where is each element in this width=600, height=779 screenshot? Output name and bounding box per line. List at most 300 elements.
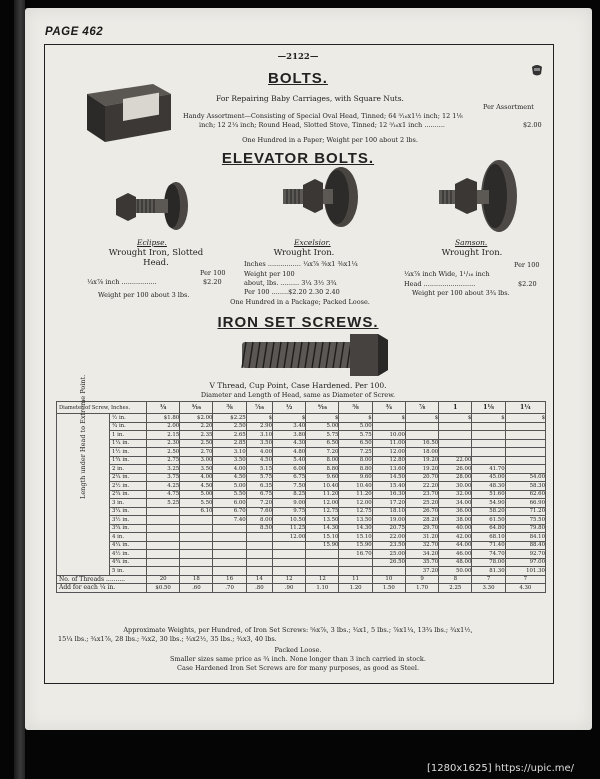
price-cell: 12.00 xyxy=(339,499,372,508)
price-cell: 5.75 xyxy=(306,431,339,440)
price-cell: 54.00 xyxy=(505,473,545,482)
threads-cell: 20 xyxy=(147,575,180,584)
samson-price: $2.20 xyxy=(518,280,537,288)
price-cell: $ xyxy=(405,414,438,423)
length-cell: 1 in. xyxy=(110,431,147,440)
price-cell xyxy=(273,567,306,576)
price-cell: 31.20 xyxy=(405,533,438,542)
diameter-header: ¼ xyxy=(147,402,180,414)
price-cell: 4.50 xyxy=(180,482,213,491)
price-cell: 3.75 xyxy=(147,473,180,482)
price-cell xyxy=(147,550,180,559)
price-cell xyxy=(147,516,180,525)
add-cell: 1.10 xyxy=(306,584,339,593)
price-cell: 84.10 xyxy=(505,533,545,542)
price-cell: 71.20 xyxy=(505,507,545,516)
price-cell: 3.50 xyxy=(180,465,213,474)
add-cell: 4.30 xyxy=(505,584,545,593)
price-cell xyxy=(505,422,545,431)
eclipse-line1: Wrought Iron, Slotted xyxy=(108,248,204,258)
table-row xyxy=(57,541,546,550)
price-cell: 6.00 xyxy=(213,499,246,508)
price-cell: 10.40 xyxy=(339,482,372,491)
diameter-header: ⁷⁄₁₆ xyxy=(246,402,272,414)
diameter-header: ½ xyxy=(273,402,306,414)
price-cell: 6.70 xyxy=(213,507,246,516)
length-cell: 2½ in. xyxy=(110,482,147,491)
threads-cell: 18 xyxy=(180,575,213,584)
price-cell: 14.30 xyxy=(306,524,339,533)
price-cell: 12.00 xyxy=(306,499,339,508)
price-cell: 14.30 xyxy=(339,524,372,533)
price-cell: 28.20 xyxy=(405,516,438,525)
price-cell: 26.50 xyxy=(372,558,405,567)
set-screws-line2: Diameter and Length of Head, same as Diameter of Screw. xyxy=(200,391,396,399)
price-cell: 34.20 xyxy=(405,550,438,559)
price-cell: 7.60 xyxy=(246,507,272,516)
bolts-title: BOLTS. xyxy=(268,70,328,87)
table-row xyxy=(57,439,546,448)
price-cell: 8.25 xyxy=(273,490,306,499)
price-cell: 3.10 xyxy=(246,431,272,440)
price-cell: 5.75 xyxy=(339,431,372,440)
length-cell: 3¾ in. xyxy=(110,524,147,533)
threads-row xyxy=(57,575,546,584)
add-cell: 1.70 xyxy=(405,584,438,593)
threads-cell: 12 xyxy=(273,575,306,584)
price-cell xyxy=(472,456,505,465)
threads-cell: 16 xyxy=(213,575,246,584)
price-cell xyxy=(372,567,405,576)
price-cell: 74.70 xyxy=(472,550,505,559)
price-cell: 44.00 xyxy=(439,541,472,550)
price-cell xyxy=(213,550,246,559)
price-cell xyxy=(273,550,306,559)
samson-caption: Samson. xyxy=(455,238,488,247)
price-cell: 23.50 xyxy=(372,541,405,550)
excelsior-caption: Excelsior. xyxy=(294,238,331,247)
price-cell: $ xyxy=(306,414,339,423)
price-cell: 15.10 xyxy=(339,533,372,542)
eclipse-caption: Eclipse. xyxy=(137,238,167,247)
price-cell: 7.20 xyxy=(246,499,272,508)
diameter-header: ⅞ xyxy=(405,402,438,414)
price-cell: 19.20 xyxy=(405,465,438,474)
price-cell: 9.00 xyxy=(273,499,306,508)
price-cell: 8.50 xyxy=(246,524,272,533)
price-cell xyxy=(180,550,213,559)
samson-per: Per 100 xyxy=(514,261,540,269)
table-row xyxy=(57,499,546,508)
table-row xyxy=(57,558,546,567)
length-cell: 2 in. xyxy=(110,465,147,474)
price-cell: 32.70 xyxy=(405,541,438,550)
price-cell: 5.25 xyxy=(147,499,180,508)
eclipse-line2: Head. xyxy=(143,258,169,268)
price-cell xyxy=(472,431,505,440)
price-cell: 37.20 xyxy=(405,567,438,576)
set-screws-line1: V Thread, Cup Point, Case Hardened. Per 100. xyxy=(209,381,387,390)
diameter-header: ⁵⁄₁₆ xyxy=(180,402,213,414)
price-cell: 6.35 xyxy=(246,482,272,491)
price-cell: 2.75 xyxy=(147,456,180,465)
price-cell: 4.80 xyxy=(273,448,306,457)
price-cell: 9.60 xyxy=(306,473,339,482)
price-cell: 15.90 xyxy=(306,541,339,550)
excelsior-row3: about, lbs. ......... 3¼ 3½ 3¾ xyxy=(244,279,337,287)
table-row xyxy=(57,456,546,465)
price-cell: 20.70 xyxy=(405,473,438,482)
price-cell: 5.15 xyxy=(246,465,272,474)
price-cell xyxy=(505,456,545,465)
price-cell: 12.75 xyxy=(306,507,339,516)
bolts-note: One Hundred in a Paper; Weight per 100 about 2 lbs. xyxy=(242,136,418,144)
price-cell: $ xyxy=(372,414,405,423)
price-cell: 4.00 xyxy=(180,473,213,482)
price-cell xyxy=(439,439,472,448)
price-cell: 2.50 xyxy=(213,422,246,431)
price-cell: 7.40 xyxy=(213,516,246,525)
bolt-box-illustration xyxy=(83,80,173,146)
add-cell: 2.25 xyxy=(439,584,472,593)
price-cell: 5.00 xyxy=(213,482,246,491)
price-cell: $1.80 xyxy=(147,414,180,423)
price-cell xyxy=(180,541,213,550)
price-cell xyxy=(147,558,180,567)
price-cell: 2.35 xyxy=(180,431,213,440)
threads-cell: 11 xyxy=(339,575,372,584)
length-cell: 4 in. xyxy=(110,533,147,542)
price-cell: 78.00 xyxy=(472,558,505,567)
price-cell: 3.80 xyxy=(273,431,306,440)
price-cell: 22.00 xyxy=(372,533,405,542)
price-cell: 22.20 xyxy=(405,482,438,491)
add-label: Add for each ¼ in. xyxy=(57,584,147,593)
threads-cell: 12 xyxy=(306,575,339,584)
page-number: PAGE 462 xyxy=(45,26,104,38)
price-cell: 11.20 xyxy=(339,490,372,499)
price-cell xyxy=(505,465,545,474)
price-cell: 13.50 xyxy=(339,516,372,525)
price-cell: $2.25 xyxy=(213,414,246,423)
price-cell: 14.50 xyxy=(372,473,405,482)
bolts-per-assortment: Per Assortment xyxy=(483,103,534,111)
threads-cell: 14 xyxy=(246,575,272,584)
price-cell: 4.50 xyxy=(213,473,246,482)
price-cell xyxy=(273,558,306,567)
price-cell xyxy=(505,448,545,457)
price-cell: 101.30 xyxy=(505,567,545,576)
price-cell xyxy=(246,541,272,550)
price-cell: 88.40 xyxy=(505,541,545,550)
bolts-assortment-line1: Handy Assortment—Consisting of Special Oval Head, Tinned; 64 ⁵⁄₁₆x1½ inch; 12 1⅛ xyxy=(183,112,463,120)
price-cell: 71.40 xyxy=(472,541,505,550)
price-cell xyxy=(213,524,246,533)
diameter-header: ⅝ xyxy=(339,402,372,414)
price-cell: 3.25 xyxy=(147,465,180,474)
table-row xyxy=(57,533,546,542)
price-cell: 81.30 xyxy=(472,567,505,576)
price-cell: 15.90 xyxy=(339,541,372,550)
price-cell: $ xyxy=(505,414,545,423)
price-cell xyxy=(339,558,372,567)
length-cell: 3¼ in. xyxy=(110,507,147,516)
excelsior-bolt-illustration xyxy=(263,165,363,235)
price-cell: 50.00 xyxy=(439,567,472,576)
price-cell xyxy=(147,567,180,576)
price-cell: 79.80 xyxy=(505,524,545,533)
price-cell: 36.00 xyxy=(439,507,472,516)
diameter-header: 1 xyxy=(439,402,472,414)
length-cell: 2¼ in. xyxy=(110,473,147,482)
price-cell: 2.90 xyxy=(246,422,272,431)
table-header-row xyxy=(57,402,546,414)
price-cell: 22.00 xyxy=(439,456,472,465)
add-cell: .60 xyxy=(180,584,213,593)
table-row xyxy=(57,524,546,533)
price-cell: 13.60 xyxy=(372,465,405,474)
price-cell: 16.70 xyxy=(339,550,372,559)
length-cell: ¾ in. xyxy=(110,422,147,431)
add-cell: $0.50 xyxy=(147,584,180,593)
bolts-assortment-line2: inch; 12 2¼ inch; Round Head, Slotted Stove, Tinned; 12 ⁵⁄₁₆x1 inch .......... xyxy=(199,121,445,129)
price-cell: 20.75 xyxy=(372,524,405,533)
threads-label: No. of Threads .......... xyxy=(57,575,147,584)
price-cell: 3.10 xyxy=(213,448,246,457)
price-cell xyxy=(246,567,272,576)
price-cell: 58.20 xyxy=(472,507,505,516)
price-cell xyxy=(505,431,545,440)
price-cell: $ xyxy=(339,414,372,423)
length-cell: 3½ in. xyxy=(110,516,147,525)
add-cell: 1.20 xyxy=(339,584,372,593)
price-cell: 7.25 xyxy=(339,448,372,457)
price-cell: 19.00 xyxy=(372,516,405,525)
price-cell: 7.50 xyxy=(273,482,306,491)
eclipse-bolt-illustration xyxy=(110,177,192,235)
price-cell: 23.70 xyxy=(405,490,438,499)
price-cell: 7.20 xyxy=(306,448,339,457)
price-cell: 10.40 xyxy=(306,482,339,491)
table-row xyxy=(57,414,546,423)
price-cell xyxy=(213,533,246,542)
price-cell: 2.50 xyxy=(180,439,213,448)
excelsior-row4: Per 100 ........$2.20 2.30 2.40 xyxy=(244,288,340,296)
price-cell: 15.40 xyxy=(372,482,405,491)
price-cell: 2.85 xyxy=(213,439,246,448)
eclipse-per: Per 100 xyxy=(200,269,226,277)
price-cell: 3.40 xyxy=(273,422,306,431)
samson-bolt-illustration xyxy=(425,158,525,236)
price-cell: 61.50 xyxy=(472,516,505,525)
price-cell: 66.90 xyxy=(505,499,545,508)
add-cell: .90 xyxy=(273,584,306,593)
excelsior-row2: Weight per 100 xyxy=(244,270,295,278)
threads-cell: 10 xyxy=(372,575,405,584)
price-cell: 34.00 xyxy=(439,499,472,508)
price-cell: 8.00 xyxy=(339,456,372,465)
price-cell: 2.00 xyxy=(147,422,180,431)
length-cell: ½ in. xyxy=(110,414,147,423)
excelsior-line1: Wrought Iron. xyxy=(273,248,335,258)
samson-row2: Head ......................... xyxy=(404,280,476,288)
table-row xyxy=(57,507,546,516)
image-host-watermark: [1280x1625] https://upic.me/ xyxy=(427,763,575,774)
excelsior-row1: Inches ................ ¼x⅞ ⅜x1 ⅜x1¼ xyxy=(244,260,358,268)
price-cell: 17.20 xyxy=(372,499,405,508)
price-cell: 28.00 xyxy=(439,473,472,482)
price-cell xyxy=(339,567,372,576)
length-cell: 4¾ in. xyxy=(110,558,147,567)
price-cell xyxy=(405,422,438,431)
add-cell: 1.50 xyxy=(372,584,405,593)
price-cell: 3.50 xyxy=(213,456,246,465)
length-side-label-text: Length under Head to Extreme Point. xyxy=(79,375,87,500)
price-cell: 18.10 xyxy=(372,507,405,516)
table-row xyxy=(57,422,546,431)
price-cell: 8.00 xyxy=(246,516,272,525)
price-cell xyxy=(180,516,213,525)
price-cell xyxy=(472,448,505,457)
set-screw-illustration xyxy=(238,332,390,378)
price-cell: 12.00 xyxy=(372,448,405,457)
set-screws-title: IRON SET SCREWS. xyxy=(217,314,379,331)
add-cell: .80 xyxy=(246,584,272,593)
price-cell: 5.00 xyxy=(306,422,339,431)
price-cell: 16.50 xyxy=(405,439,438,448)
book-spine xyxy=(14,0,25,779)
diameter-header: ⅜ xyxy=(213,402,246,414)
threads-cell: 8 xyxy=(439,575,472,584)
price-cell: 4.75 xyxy=(147,490,180,499)
price-cell: $2.00 xyxy=(180,414,213,423)
price-cell: 10.50 xyxy=(273,516,306,525)
price-cell: 48.00 xyxy=(439,558,472,567)
length-cell: 1¾ in. xyxy=(110,456,147,465)
table-row xyxy=(57,482,546,491)
price-cell: $ xyxy=(246,414,272,423)
price-cell: 5.50 xyxy=(213,490,246,499)
price-cell: 64.80 xyxy=(472,524,505,533)
price-cell: 2.20 xyxy=(180,422,213,431)
price-cell: 25.20 xyxy=(405,499,438,508)
price-cell: 62.60 xyxy=(505,490,545,499)
packed-note: Packed Loose. xyxy=(274,646,322,654)
price-cell: 11.25 xyxy=(273,524,306,533)
price-cell: 5.50 xyxy=(180,499,213,508)
price-cell: 5.40 xyxy=(273,456,306,465)
price-cell: 5.00 xyxy=(180,490,213,499)
price-cell: 5.75 xyxy=(246,473,272,482)
price-cell: 4.00 xyxy=(213,465,246,474)
price-cell xyxy=(180,567,213,576)
price-cell: 26.70 xyxy=(405,507,438,516)
price-cell: 54.90 xyxy=(472,499,505,508)
case-note: Case Hardened Iron Set Screws are for many purposes, as good as Steel. xyxy=(176,664,420,672)
price-cell: 12.75 xyxy=(339,507,372,516)
price-cell: 68.10 xyxy=(472,533,505,542)
price-cell xyxy=(147,533,180,542)
table-row xyxy=(57,465,546,474)
add-cell: .70 xyxy=(213,584,246,593)
price-cell: 3.50 xyxy=(246,439,272,448)
threads-cell: 7 xyxy=(505,575,545,584)
price-cell: 13.50 xyxy=(306,516,339,525)
price-cell: 48.30 xyxy=(472,482,505,491)
price-cell: 2.70 xyxy=(180,448,213,457)
price-cell xyxy=(439,422,472,431)
price-cell: 45.00 xyxy=(472,473,505,482)
price-cell: 6.10 xyxy=(180,507,213,516)
price-cell: 11.00 xyxy=(372,439,405,448)
price-cell: 32.00 xyxy=(439,490,472,499)
table-row xyxy=(57,550,546,559)
price-cell: 8.00 xyxy=(306,456,339,465)
price-cell: 4.00 xyxy=(246,448,272,457)
price-cell: 6.75 xyxy=(246,490,272,499)
diameter-header: ⁹⁄₁₆ xyxy=(306,402,339,414)
table-row xyxy=(57,490,546,499)
price-cell: 38.00 xyxy=(439,516,472,525)
price-cell xyxy=(306,567,339,576)
price-cell: 51.60 xyxy=(472,490,505,499)
price-cell: 97.00 xyxy=(505,558,545,567)
price-cell xyxy=(246,558,272,567)
price-cell: 5.00 xyxy=(339,422,372,431)
price-cell: 4.25 xyxy=(147,482,180,491)
eclipse-price: $2.20 xyxy=(203,278,222,286)
samson-line1: Wrought Iron. xyxy=(441,248,503,258)
price-cell: 3.00 xyxy=(180,456,213,465)
price-cell: 18.00 xyxy=(405,448,438,457)
price-cell: 6.75 xyxy=(273,473,306,482)
price-cell xyxy=(213,558,246,567)
diameter-header: 1¼ xyxy=(505,402,545,414)
table-row xyxy=(57,431,546,440)
price-cell xyxy=(147,541,180,550)
price-cell xyxy=(439,448,472,457)
price-cell: 40.00 xyxy=(439,524,472,533)
table-row xyxy=(57,567,546,576)
length-cell: 1½ in. xyxy=(110,448,147,457)
price-cell: 58.30 xyxy=(505,482,545,491)
price-cell xyxy=(505,439,545,448)
price-cell xyxy=(147,507,180,516)
price-cell: 4.50 xyxy=(246,456,272,465)
price-cell xyxy=(372,422,405,431)
price-cell: 29.70 xyxy=(405,524,438,533)
diameter-header: ¾ xyxy=(372,402,405,414)
threads-cell: 9 xyxy=(405,575,438,584)
bolts-subtitle: For Repairing Baby Carriages, with Square Nuts. xyxy=(216,94,404,103)
price-cell xyxy=(180,524,213,533)
eclipse-weight: Weight per 100 about 3 lbs. xyxy=(98,291,190,299)
price-cell xyxy=(180,558,213,567)
price-cell xyxy=(180,533,213,542)
price-cell xyxy=(306,550,339,559)
length-cell: 1¼ in. xyxy=(110,439,147,448)
price-cell: 6.00 xyxy=(273,465,306,474)
length-cell: 4¼ in. xyxy=(110,541,147,550)
price-cell xyxy=(439,431,472,440)
add-row xyxy=(57,584,546,593)
price-cell: 26.00 xyxy=(439,465,472,474)
price-cell: 42.00 xyxy=(439,533,472,542)
price-cell: $ xyxy=(439,414,472,423)
eclipse-row: ¼x⅞ inch ................. xyxy=(87,278,157,286)
price-cell: 8.80 xyxy=(339,465,372,474)
price-cell: 8.80 xyxy=(306,465,339,474)
